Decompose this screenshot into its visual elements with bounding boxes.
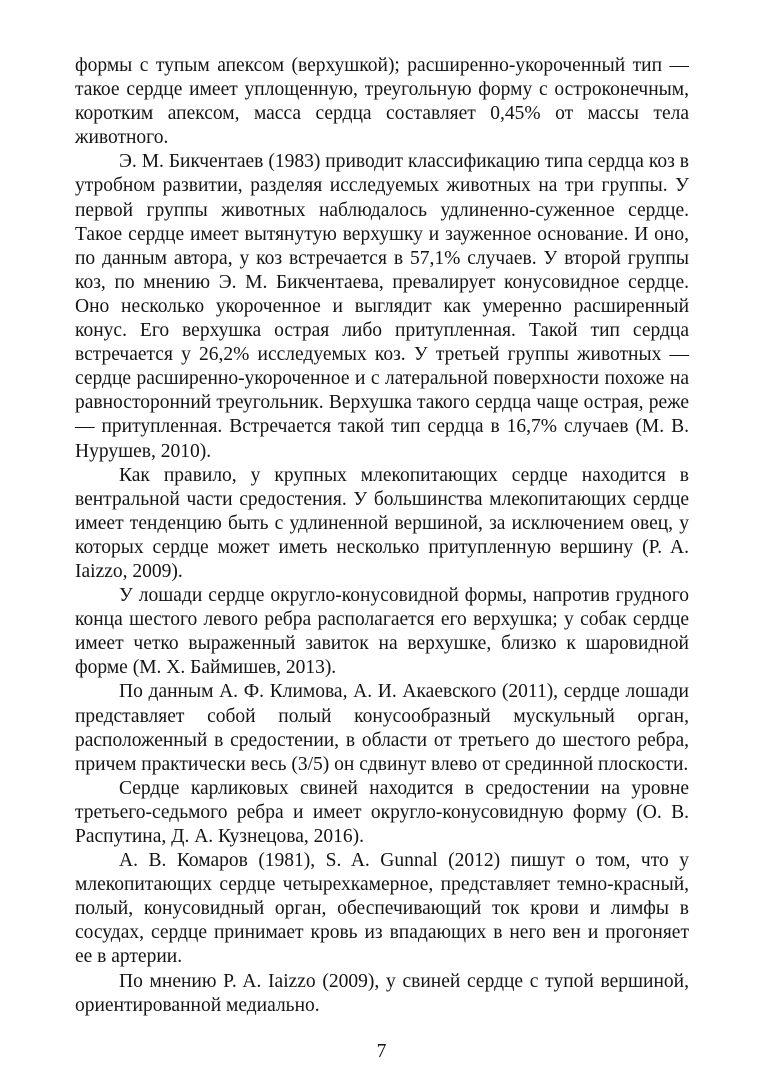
- page-body: [75, 54, 689, 1018]
- paragraph-bikchentaev: Э. М. Бикчентаев (1983) приводит классификацию типа сердца коз в утробном развитии, разделяя исследуемых животных на три группы. У первой группы животных наблюдалось удлиненно-суженное сердце. Такое сердце имеет вытянутую верхушку и зауженное основание. И оно, по данным автора, у коз встречается в 57,1% случаев. У второй группы коз, по мнению Э. М. Бикчентаева, превалирует конусовидное сердце. Оно несколько укороченное и выглядит как умеренно расширенный конус. Его верхушка острая либо притупленная. Такой тип сердца встречается у 26,2% исследуемых коз. У третьей группы животных — сердце расширенно-укороченное и с латеральной поверхности похоже на равносторонний треугольник. Верхушка такого сердца чаще острая, реже — притупленная. Встречается такой тип сердца в 16,7% случаев (М. В. Нурушев, 2010).: [75, 151, 689, 462]
- paragraph-komarov: А. В. Комаров (1981), S. A. Gunnal (2012) пишут о том, что у млекопитающих сердце четырехкамерное, представляет темно-красный, полый, конусовидный орган, обеспечивающий ток крови и лимфы в сосудах, сердце принимает кровь из впадающих в него вен и прогоняет ее в артерии.: [75, 850, 689, 968]
- page-number: 7: [376, 1041, 387, 1062]
- paragraph-iaizzo: По мнению P. A. Iaizzo (2009), у свиней сердце с тупой вершиной, ориентированной медиально.: [75, 970, 689, 1016]
- paragraph-horse-dog: У лошади сердце округло-конусовидной формы, напротив грудного конца шестого левого ребра располагается его верхушка; у собак сердце имеет четко выраженный завиток на верхушке, близко к шаровидной форме (М. Х. Баймишев, 2013).: [75, 585, 689, 679]
- paragraph-continuation: формы с тупым апексом (верхушкой); расширенно-укороченный тип — такое сердце имеет уплощенную, треугольную форму с остроконечным, коротким апексом, масса сердца составляет 0,45% от массы тела животного.: [75, 55, 689, 149]
- paragraph-large-mammals: Как правило, у крупных млекопитающих сердце находится в вентральной части средостения. У большинства млекопитающих сердце имеет тенденцию быть с удлиненной вершиной, за исключением овец, у которых сердце может иметь несколько притупленную вершину (P. A. Iaizzo, 2009).: [75, 464, 689, 582]
- paragraph-klimov: По данным А. Ф. Климова, А. И. Акаевского (2011), сердце лошади представляет собой полый конусообразный мускульный орган, расположенный в средостении, в области от третьего до шестого ребра, причем практически весь (3/5) он сдвинут влево от срединной плоскости.: [75, 681, 689, 775]
- paragraph-dwarf-pigs: Сердце карликовых свиней находится в средостении на уровне третьего-седьмого ребра и имеет округло-конусовидную форму (О. В. Распутина, Д. А. Кузнецова, 2016).: [75, 777, 689, 847]
